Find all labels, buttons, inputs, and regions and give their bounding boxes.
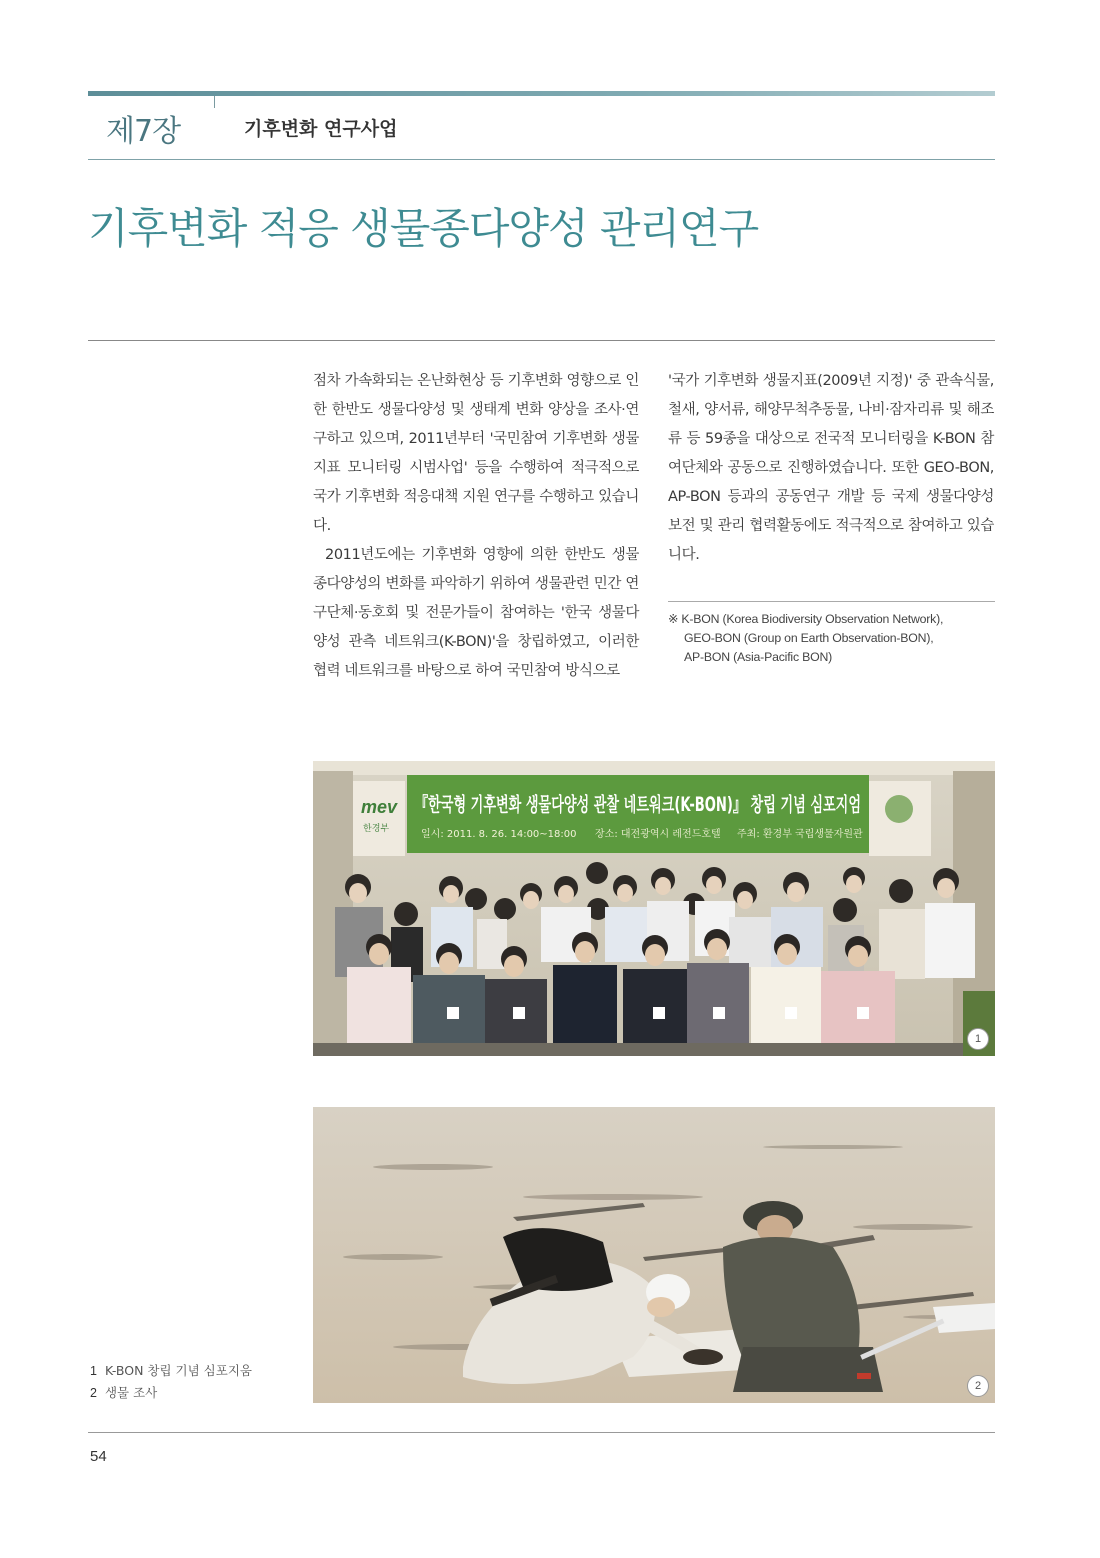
photo-caption — [90, 1383, 157, 1401]
photo-number-badge: 2 — [967, 1375, 989, 1397]
chapter-number: 제7장 — [106, 114, 181, 149]
field-survey-illustration — [313, 1107, 995, 1403]
banner-title: 『한국형 기후변화 생물다양성 관찰 네트워크(K-BON)』 창립 기념 심포지엄 — [415, 793, 861, 816]
note-line: ※ K-BON (Korea Biodiversity Observation Network), — [668, 612, 944, 626]
logo-mark: mev — [361, 797, 398, 817]
symposium-illustration — [313, 761, 995, 1056]
caption-number: 1 — [90, 1364, 97, 1378]
photo-caption — [90, 1361, 252, 1379]
footer-rule — [88, 1432, 995, 1433]
page-title: 기후변화 적응 생물종다양성 관리연구 — [88, 204, 759, 253]
paragraph: 점차 가속화되는 온난화현상 등 기후변화 영향으로 인한 한반도 생물다양성 및 생태계 변화 양상을 조사·연구하고 있으며, 2011년부터 '국민참여 기후변화 생물지표 모니터링 시범사업' 등을 수행하여 적극적으로 국가 기후변화 적응대책 지원 연구를 수행하고 있습니다. — [313, 373, 639, 534]
top-rule — [88, 91, 995, 96]
paragraph: 2011년도에는 기후변화 영향에 의한 한반도 생물종다양성의 변화를 파악하기 위하여 생물관련 민간 연구단체·동호회 및 전문가들이 참여하는 '한국 생물다양성 관측 네트워크(K-BON)'을 창립하였고, 이러한 협력 네트워크를 바탕으로 하여 국민참여 방식으로 — [313, 547, 639, 679]
caption-text: K-BON 창립 기념 심포지움 — [104, 1363, 252, 1378]
body-column-right — [668, 367, 994, 570]
section-rule — [88, 340, 995, 341]
paragraph: '국가 기후변화 생물지표(2009년 지정)' 중 관속식물, 철새, 양서류, 해양무척추동물, 나비·잠자리류 및 해조류 등 59종을 대상으로 전국적 모니터링을 K-BON 참여단체와 공동으로 진행하였습니다. 또한 GEO-BON, AP-BON 등과의 공동연구 개발 등 국제 생물다양성 보전 및 관리 협력활동에도 적극적으로 참여하고 있습니다. — [668, 373, 994, 563]
banner-host: 주최: 환경부 국립생물자원관 — [737, 829, 863, 840]
footnote — [668, 610, 998, 667]
photo-number-badge: 1 — [967, 1028, 989, 1050]
header-rule — [88, 159, 995, 160]
logo-text: 한경부 — [363, 824, 390, 834]
chapter-title: 기후변화 연구사업 — [244, 118, 398, 140]
note-line: GEO-BON (Group on Earth Observation-BON), — [684, 631, 934, 645]
note-rule — [668, 601, 995, 602]
page-number: 54 — [90, 1448, 107, 1465]
note-line: AP-BON (Asia-Pacific BON) — [684, 650, 833, 664]
banner-date: 일시: 2011. 8. 26. 14:00~18:00 — [421, 829, 577, 840]
caption-text: 생물 조사 — [104, 1385, 158, 1400]
photo-symposium — [313, 761, 995, 1056]
sheet — [933, 1303, 995, 1333]
banner-place: 장소: 대전광역시 레전드호텔 — [595, 829, 721, 840]
caption-number: 2 — [90, 1386, 97, 1400]
body-column-left — [313, 367, 639, 686]
photo-field-survey — [313, 1107, 995, 1403]
chapter-divider — [214, 96, 215, 108]
